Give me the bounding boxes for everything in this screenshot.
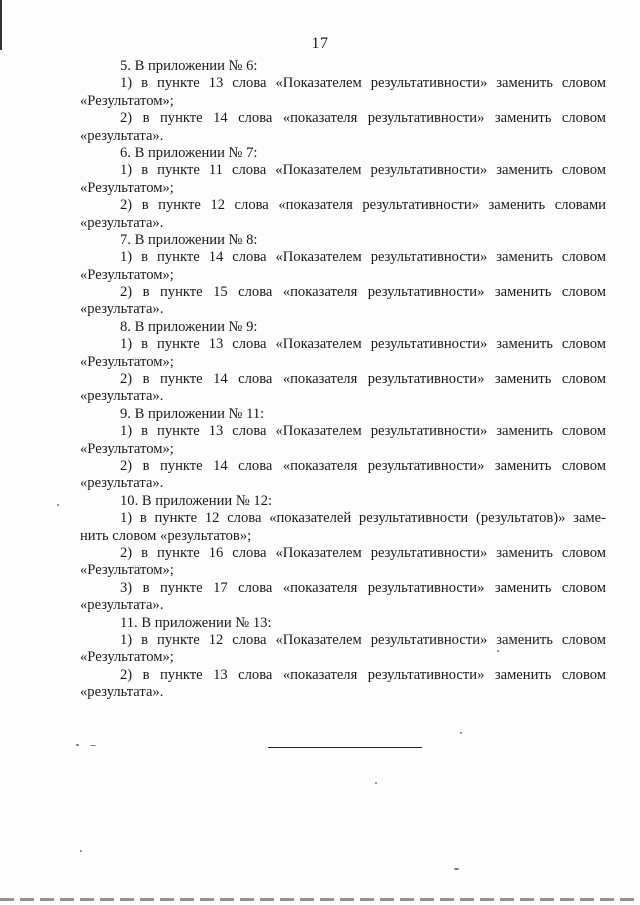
scan-speck	[57, 504, 59, 506]
paragraph-line: 1) в пункте 13 слова «Показателем результативности» заменить словом	[120, 336, 606, 353]
paragraph-line: «Результатом»;	[80, 440, 174, 457]
paragraph-line: «Результатом»;	[80, 266, 174, 283]
paragraph-line: «результата».	[80, 475, 164, 492]
section-heading: 6. В приложении № 7:	[120, 144, 258, 161]
scan-speck	[375, 782, 377, 784]
scan-speck	[80, 850, 82, 852]
paragraph-line: 1) в пункте 11 слова «Показателем результативности» заменить словом	[120, 162, 606, 179]
section-heading: 11. В приложении № 13:	[120, 614, 272, 631]
paragraph-line: «Результатом»;	[80, 353, 174, 370]
paragraph-line: «Результатом»;	[80, 179, 174, 196]
paragraph-line: «результата».	[80, 301, 164, 318]
paragraph-line: 2) в пункте 15 слова «показателя результативности» заменить словом	[120, 284, 606, 301]
paragraph-line: 2) в пункте 14 слова «показателя результативности» заменить словом	[120, 457, 606, 474]
paragraph-line: 1) в пункте 12 слова «показателей результативности (результатов)» заме-	[120, 510, 606, 527]
section-heading: 7. В приложении № 8:	[120, 231, 258, 248]
section-heading: 8. В приложении № 9:	[120, 318, 258, 335]
scan-speck	[497, 650, 499, 652]
scan-bottom-edge	[0, 898, 640, 901]
scan-speck	[90, 745, 96, 746]
section-heading: 10. В приложении № 12:	[120, 492, 273, 509]
paragraph-line: нить словом «результатов»;	[80, 527, 252, 544]
paragraph-line: 2) в пункте 13 слова «показателя результативности» заменить словом	[120, 666, 606, 683]
paragraph-line: 1) в пункте 12 слова «Показателем результативности» заменить словом	[120, 631, 606, 648]
paragraph-line: «Результатом»;	[80, 92, 174, 109]
scan-speck	[454, 868, 459, 870]
paragraph-line: «Результатом»;	[80, 562, 174, 579]
paragraph-line: 1) в пункте 13 слова «Показателем результативности» заменить словом	[120, 423, 606, 440]
document-body	[80, 58, 606, 701]
paragraph-line: 1) в пункте 14 слова «Показателем результативности» заменить словом	[120, 249, 606, 266]
paragraph-line: «Результатом»;	[80, 649, 174, 666]
section-heading: 9. В приложении № 11:	[120, 405, 265, 422]
paragraph-line: 1) в пункте 13 слова «Показателем результативности» заменить словом	[120, 75, 606, 92]
scan-speck	[76, 744, 79, 746]
paragraph-line: «результата».	[80, 684, 164, 701]
scan-speck	[460, 732, 462, 734]
paragraph-line: «результата».	[80, 388, 164, 405]
paragraph-line: «результата».	[80, 597, 164, 614]
paragraph-line: 2) в пункте 14 слова «показателя результативности» заменить словом	[120, 371, 606, 388]
paragraph-line: 3) в пункте 17 слова «показателя результативности» заменить словом	[120, 579, 606, 596]
paragraph-line: 2) в пункте 16 слова «Показателем результативности» заменить словом	[120, 544, 606, 561]
paragraph-line: «результата».	[80, 127, 164, 144]
paragraph-line: 2) в пункте 14 слова «показателя результативности» заменить словом	[120, 110, 606, 127]
page-number: 17	[311, 35, 329, 52]
paragraph-line: «результата».	[80, 214, 164, 231]
section-heading: 5. В приложении № 6:	[120, 58, 258, 74]
paragraph-line: 2) в пункте 12 слова «показателя результативности» заменить словами	[120, 197, 606, 214]
closing-rule	[268, 747, 422, 748]
